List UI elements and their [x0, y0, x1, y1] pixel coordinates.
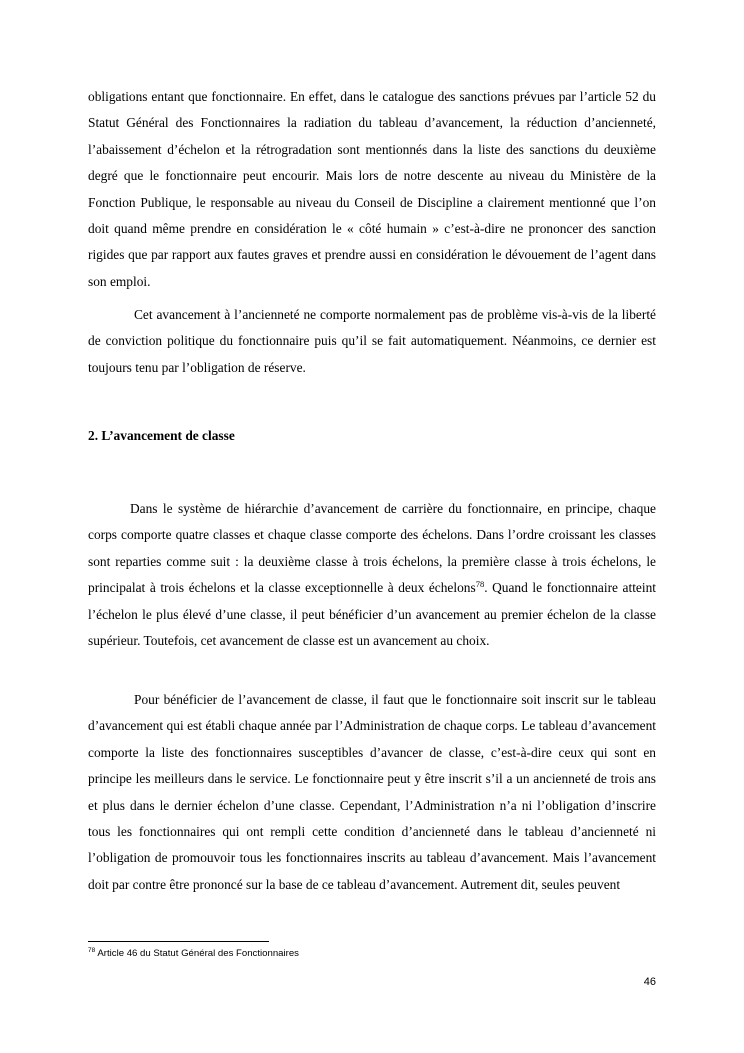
- page-number: 46: [643, 976, 656, 988]
- footnote-divider: [88, 941, 269, 942]
- paragraph-tableau-avancement: Pour bénéficier de l’avancement de classe, il faut que le fonctionnaire soit inscrit sur le tableau d’avancement qui est établi chaque année par l’Administration de chaque corps. Le tableau d’avancement comporte la liste des fonctionnaires susceptibles d’avancer de classe, c’est-à-dire ceux qui sont en principe les meilleurs dans le service. Le fonctionnaire peut y être inscrit s’il a un ancienneté de trois ans et plus dans le dernier échelon d’une classe. Cependant, l’Administration n’a ni l’obligation d’inscrire tous les fonctionnaires qui ont rempli cette condition d’ancienneté dans le tableau d’ancienneté ni l’obligation de promouvoir tous les fonctionnaires inscrits au tableau d’avancement. Mais l’avancement doit par contre être prononcé sur la base de ce tableau d’avancement. Autrement dit, seules peuvent: [88, 692, 656, 892]
- footnote-text: Article 46 du Statut Général des Fonctionnaires: [97, 948, 299, 959]
- paragraph-avancement-anciennete: Cet avancement à l’ancienneté ne comporte normalement pas de problème vis-à-vis de la liberté de conviction politique du fonctionnaire puis qu’il se fait automatiquement. Néanmoins, ce dernier est toujours tenu par l’obligation de réserve.: [88, 307, 656, 375]
- paragraph-hierarchie-classes: [88, 496, 656, 654]
- section-heading: 2. L’avancement de classe: [88, 428, 235, 443]
- paragraph-hierarchie-text-1: Dans le système de hiérarchie d’avancement de carrière du fonctionnaire, en principe, chaque corps comporte quatre classes et chaque classe comporte des échelons. Dans l’ordre croissant les classes sont reparties comme suit : la deuxième classe à trois échelons, la première classe à trois échelons, le principalat à trois échelons et la classe exceptionnelle à deux échelons: [88, 501, 656, 596]
- footnote-reference[interactable]: 78: [475, 579, 485, 590]
- paragraph-hierarchie-text-2: . Quand le fonctionnaire atteint l’échelon le plus élevé d’une classe, il peut bénéficier d’un avancement au premier échelon de la classe supérieur. Toutefois, cet avancement de classe est un avancement au choix.: [88, 580, 657, 649]
- footnote-marker: 78: [88, 947, 96, 954]
- footnote: [88, 947, 299, 961]
- paragraph-sanctions: obligations entant que fonctionnaire. En effet, dans le catalogue des sanctions prévues par l’article 52 du Statut Général des Fonctionnaires la radiation du tableau d’avancement, la réduction d’ancienneté, l’abaissement d’échelon et la rétrogradation sont mentionnés dans la liste des sanctions du deuxième degré que le fonctionnaire peut encourir. Mais lors de notre descente au niveau du Ministère de la Fonction Publique, le responsable au niveau du Conseil de Discipline a clairement mentionné que l’on doit quand même prendre en considération le « côté humain » c’est-à-dire ne prononcer des sanction rigides que par rapport aux fautes graves et prendre aussi en considération le dévouement de l’agent dans son emploi.: [88, 89, 656, 289]
